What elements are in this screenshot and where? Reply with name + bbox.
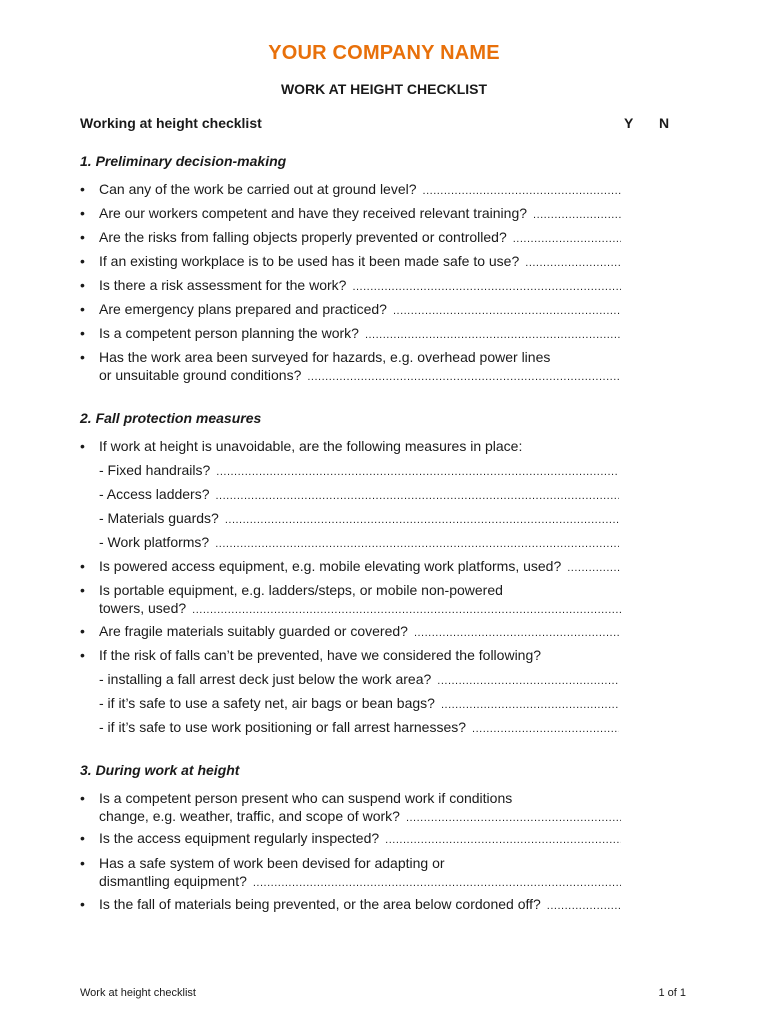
- item-text: Has a safe system of work been devised for adapting or: [99, 855, 445, 871]
- checklist-subitem: [99, 461, 619, 481]
- dot-leader: [393, 302, 621, 320]
- bullet-icon: •: [80, 253, 85, 269]
- dot-leader: [352, 278, 621, 296]
- item-text: Are our workers competent and have they received relevant training?: [99, 205, 528, 221]
- bullet-icon: •: [80, 277, 85, 293]
- bullet-icon: •: [80, 790, 85, 806]
- item-text-continued: or unsuitable ground conditions?: [99, 367, 302, 383]
- column-no-heading: N: [659, 115, 670, 131]
- dot-leader: [437, 672, 619, 690]
- dot-leader: [472, 720, 619, 738]
- bullet-icon: •: [80, 205, 85, 221]
- checklist-subitem: [99, 670, 619, 690]
- subitem-text: - Fixed handrails?: [99, 462, 211, 478]
- item-text: If an existing workplace is to be used has it been made safe to use?: [99, 253, 520, 269]
- checklist-subitem: [99, 533, 619, 553]
- subitem-text: - Access ladders?: [99, 486, 210, 502]
- bullet-icon: •: [80, 623, 85, 639]
- dot-leader: [192, 601, 621, 619]
- subitem-text: - if it’s safe to use a safety net, air bags or bean bags?: [99, 695, 435, 711]
- item-text: Is powered access equipment, e.g. mobile elevating work platforms, used?: [99, 558, 562, 574]
- dot-leader: [423, 182, 621, 200]
- dot-leader: [567, 559, 621, 577]
- checklist-subitem: [99, 485, 619, 505]
- item-text: Is a competent person planning the work?: [99, 325, 359, 341]
- dot-leader: [547, 897, 621, 915]
- dot-leader: [525, 254, 621, 272]
- checklist-subitem: [99, 718, 619, 738]
- item-text-continued: towers, used?: [99, 600, 187, 616]
- bullet-icon: •: [80, 582, 85, 598]
- dot-leader: [216, 487, 620, 505]
- item-text: If the risk of falls can’t be prevented, have we considered the following?: [99, 647, 542, 663]
- subitem-text: - Work platforms?: [99, 534, 210, 550]
- bullet-icon: •: [80, 325, 85, 341]
- dot-leader: [365, 326, 621, 344]
- item-text: Is portable equipment, e.g. ladders/steps, or mobile non-powered: [99, 582, 503, 598]
- dot-leader: [215, 535, 619, 553]
- item-text: If work at height is unavoidable, are the following measures in place:: [99, 438, 523, 454]
- item-text: Is the access equipment regularly inspected?: [99, 830, 380, 846]
- item-text: Is there a risk assessment for the work?: [99, 277, 347, 293]
- bullet-icon: •: [80, 349, 85, 365]
- bullet-icon: •: [80, 181, 85, 197]
- dot-leader: [216, 463, 619, 481]
- column-yes-heading: Y: [624, 115, 634, 131]
- footer-document-name: Work at height checklist: [80, 987, 196, 999]
- subitem-text: - if it’s safe to use work positioning or fall arrest harnesses?: [99, 719, 467, 735]
- section-title-fall-protection: 2. Fall protection measures: [80, 410, 262, 426]
- dot-leader: [385, 831, 621, 849]
- dot-leader: [414, 624, 621, 642]
- company-name: YOUR COMPANY NAME: [268, 42, 500, 64]
- item-text-continued: dismantling equipment?: [99, 873, 247, 889]
- section-title-during-work: 3. During work at height: [80, 762, 240, 778]
- section-title-preliminary: 1. Preliminary decision-making: [80, 153, 287, 169]
- item-text: Are the risks from falling objects properly prevented or controlled?: [99, 229, 507, 245]
- dot-leader: [225, 511, 619, 529]
- subitem-text: - installing a fall arrest deck just below the work area?: [99, 671, 432, 687]
- footer-page-number: 1 of 1: [658, 987, 686, 999]
- bullet-icon: •: [80, 438, 85, 454]
- dot-leader: [307, 368, 621, 386]
- bullet-icon: •: [80, 830, 85, 846]
- bullet-icon: •: [80, 855, 85, 871]
- dot-leader: [513, 230, 621, 248]
- item-text: Is a competent person present who can suspend work if conditions: [99, 790, 513, 806]
- document-title: WORK AT HEIGHT CHECKLIST: [280, 81, 488, 97]
- bullet-icon: •: [80, 229, 85, 245]
- checklist-heading: Working at height checklist: [80, 115, 262, 131]
- dot-leader: [406, 809, 621, 827]
- item-text-continued: change, e.g. weather, traffic, and scope of work?: [99, 808, 400, 824]
- bullet-icon: •: [80, 647, 85, 663]
- dot-leader: [441, 696, 619, 714]
- item-text: Is the fall of materials being prevented, or the area below cordoned off?: [99, 896, 541, 912]
- bullet-icon: •: [80, 558, 85, 574]
- bullet-icon: •: [80, 896, 85, 912]
- checklist-subitem: [99, 694, 619, 714]
- bullet-icon: •: [80, 301, 85, 317]
- item-text: Can any of the work be carried out at ground level?: [99, 181, 417, 197]
- subitem-text: - Materials guards?: [99, 510, 219, 526]
- checklist-subitem: [99, 509, 619, 529]
- item-text: Has the work area been surveyed for hazards, e.g. overhead power lines: [99, 349, 551, 365]
- item-text: Are fragile materials suitably guarded or covered?: [99, 623, 408, 639]
- item-text: Are emergency plans prepared and practiced?: [99, 301, 387, 317]
- dot-leader: [533, 206, 621, 224]
- dot-leader: [253, 874, 621, 892]
